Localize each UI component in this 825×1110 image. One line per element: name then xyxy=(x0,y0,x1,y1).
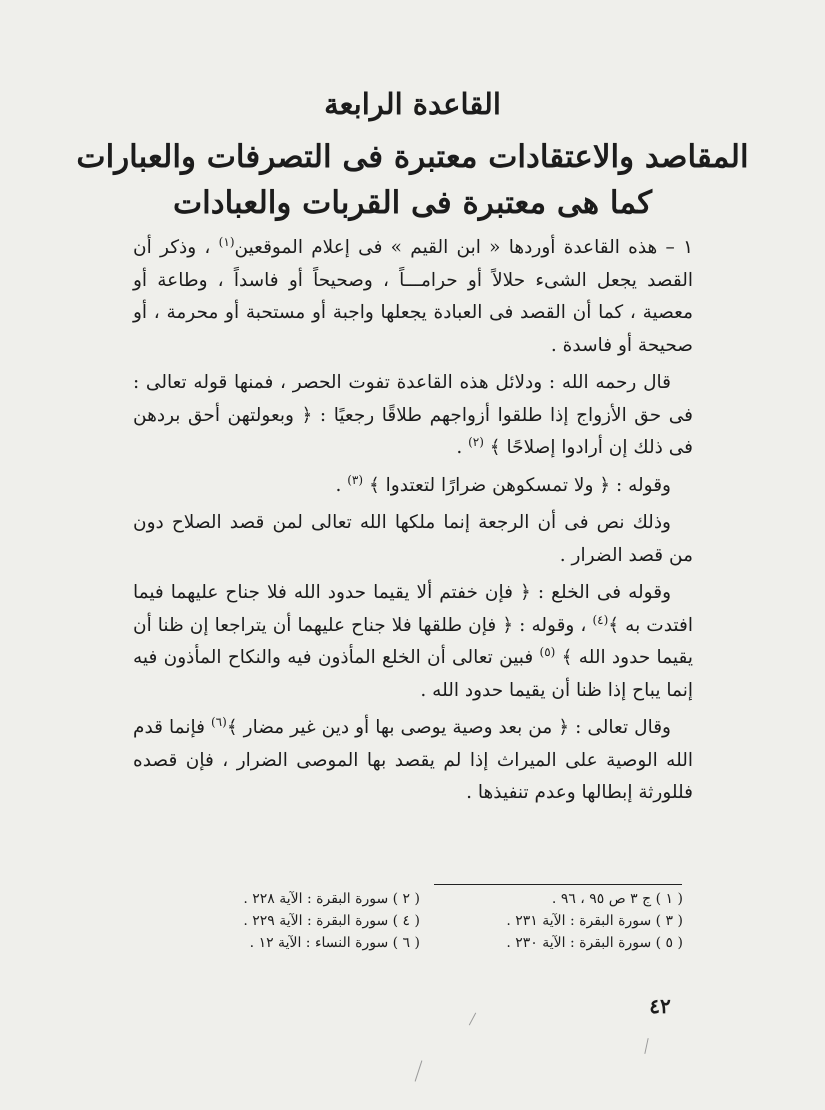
rule-title xyxy=(60,134,765,226)
footnote-item: ( ١ ) ج ٣ ص ٩٥ ، ٩٦ . xyxy=(551,891,683,907)
paragraph-text: . xyxy=(335,474,348,496)
paragraph xyxy=(133,470,693,503)
paragraph xyxy=(133,367,693,465)
paragraph-text: وقوله فى الخلع : ﴿ فإن خفتم ألا يقيما حدود الله فلا جناح عليهما فيما افتدت به ﴾ xyxy=(133,582,693,636)
scan-mark xyxy=(644,1038,648,1054)
paragraph-text: ، وقوله : ﴿ فإن طلقها فلا جناح عليهما أن يتراجعا إن ظنا أن يقيما حدود الله ﴾ xyxy=(133,614,693,668)
footnote-ref: (١) xyxy=(218,234,235,249)
rule-title-line-2: كما هى معتبرة فى القربات والعبادات xyxy=(172,185,653,221)
footnote-item: ( ٦ ) سورة النساء : الآية ١٢ . xyxy=(249,935,420,951)
footnote-ref: (٥) xyxy=(539,644,556,659)
page-number: ٤٢ xyxy=(649,994,671,1018)
rule-heading: القاعدة الرابعة xyxy=(324,87,501,121)
paragraph xyxy=(133,232,693,362)
footnote-item: ( ٣ ) سورة البقرة : الآية ٢٣١ . xyxy=(506,913,683,929)
footnote-ref: (٢) xyxy=(468,434,484,449)
footnote-item: ( ٤ ) سورة البقرة : الآية ٢٢٩ . xyxy=(243,913,420,929)
footnote-item: ( ٢ ) سورة البقرة : الآية ٢٢٨ . xyxy=(243,891,420,907)
paragraph xyxy=(133,712,693,810)
paragraph-text: فإنما قدم الله الوصية على الميراث إذا لم يقصد بها الموصى الضرار ، فإن قصده فللورثة إبطالها وعدم تنفيذها . xyxy=(133,717,693,803)
footnotes xyxy=(183,888,683,954)
paragraph-text: قال رحمه الله : ودلائل هذه القاعدة تفوت الحصر ، فمنها قوله تعالى : فى حق الأزواج إذا طلقوا أزواجهم طلاقًا رجعيًا : ﴿ وبعولتهن أحق بردهن فى ذلك إن أرادوا إصلاحًا ﴾ xyxy=(133,372,693,458)
paragraph-text: فبين تعالى أن الخلع المأذون فيه والنكاح المأذون فيه إنما يباح إذا ظنا أن يقيما حدود الله . xyxy=(133,647,693,701)
paragraph-text: ، وذكر أن القصد يجعل الشىء حلالاً أو حرامـــاً ، وصحيحاً أو فاسداً ، وطاعة أو معصية ، كما أن القصد فى العبادة يجعلها واجبة أو مستحبة أو محرمة ، أو صحيحة أو فاسدة . xyxy=(133,237,693,356)
body-text xyxy=(133,232,693,815)
paragraph-text: وقال تعالى : ﴿ من بعد وصية يوصى بها أو دين غير مضار ﴾ xyxy=(226,717,671,738)
footnote-ref: (٤) xyxy=(592,612,609,627)
footnote-ref: (٣) xyxy=(347,472,364,487)
paragraph-text: وذلك نص فى أن الرجعة إنما ملكها الله تعالى لمن قصد الصلاح دون من قصد الضرار . xyxy=(133,512,693,566)
footnote-ref: (٦) xyxy=(210,714,227,729)
scan-mark xyxy=(469,1013,476,1026)
paragraph-text: ١ – هذه القاعدة أوردها « ابن القيم » فى إعلام الموقعين xyxy=(234,237,693,258)
paragraph-text: . xyxy=(456,437,469,458)
rule-title-line-1: المقاصد والاعتقادات معتبرة فى التصرفات والعبارات xyxy=(76,139,749,175)
footnote-divider xyxy=(434,884,682,885)
paragraph-text: وقوله : ﴿ ولا تمسكوهن ضرارًا لتعتدوا ﴾ xyxy=(363,474,671,496)
paragraph xyxy=(133,577,693,707)
scan-mark xyxy=(415,1060,423,1081)
footnote-item: ( ٥ ) سورة البقرة : الآية ٢٣٠ . xyxy=(506,935,683,951)
paragraph xyxy=(133,507,693,572)
